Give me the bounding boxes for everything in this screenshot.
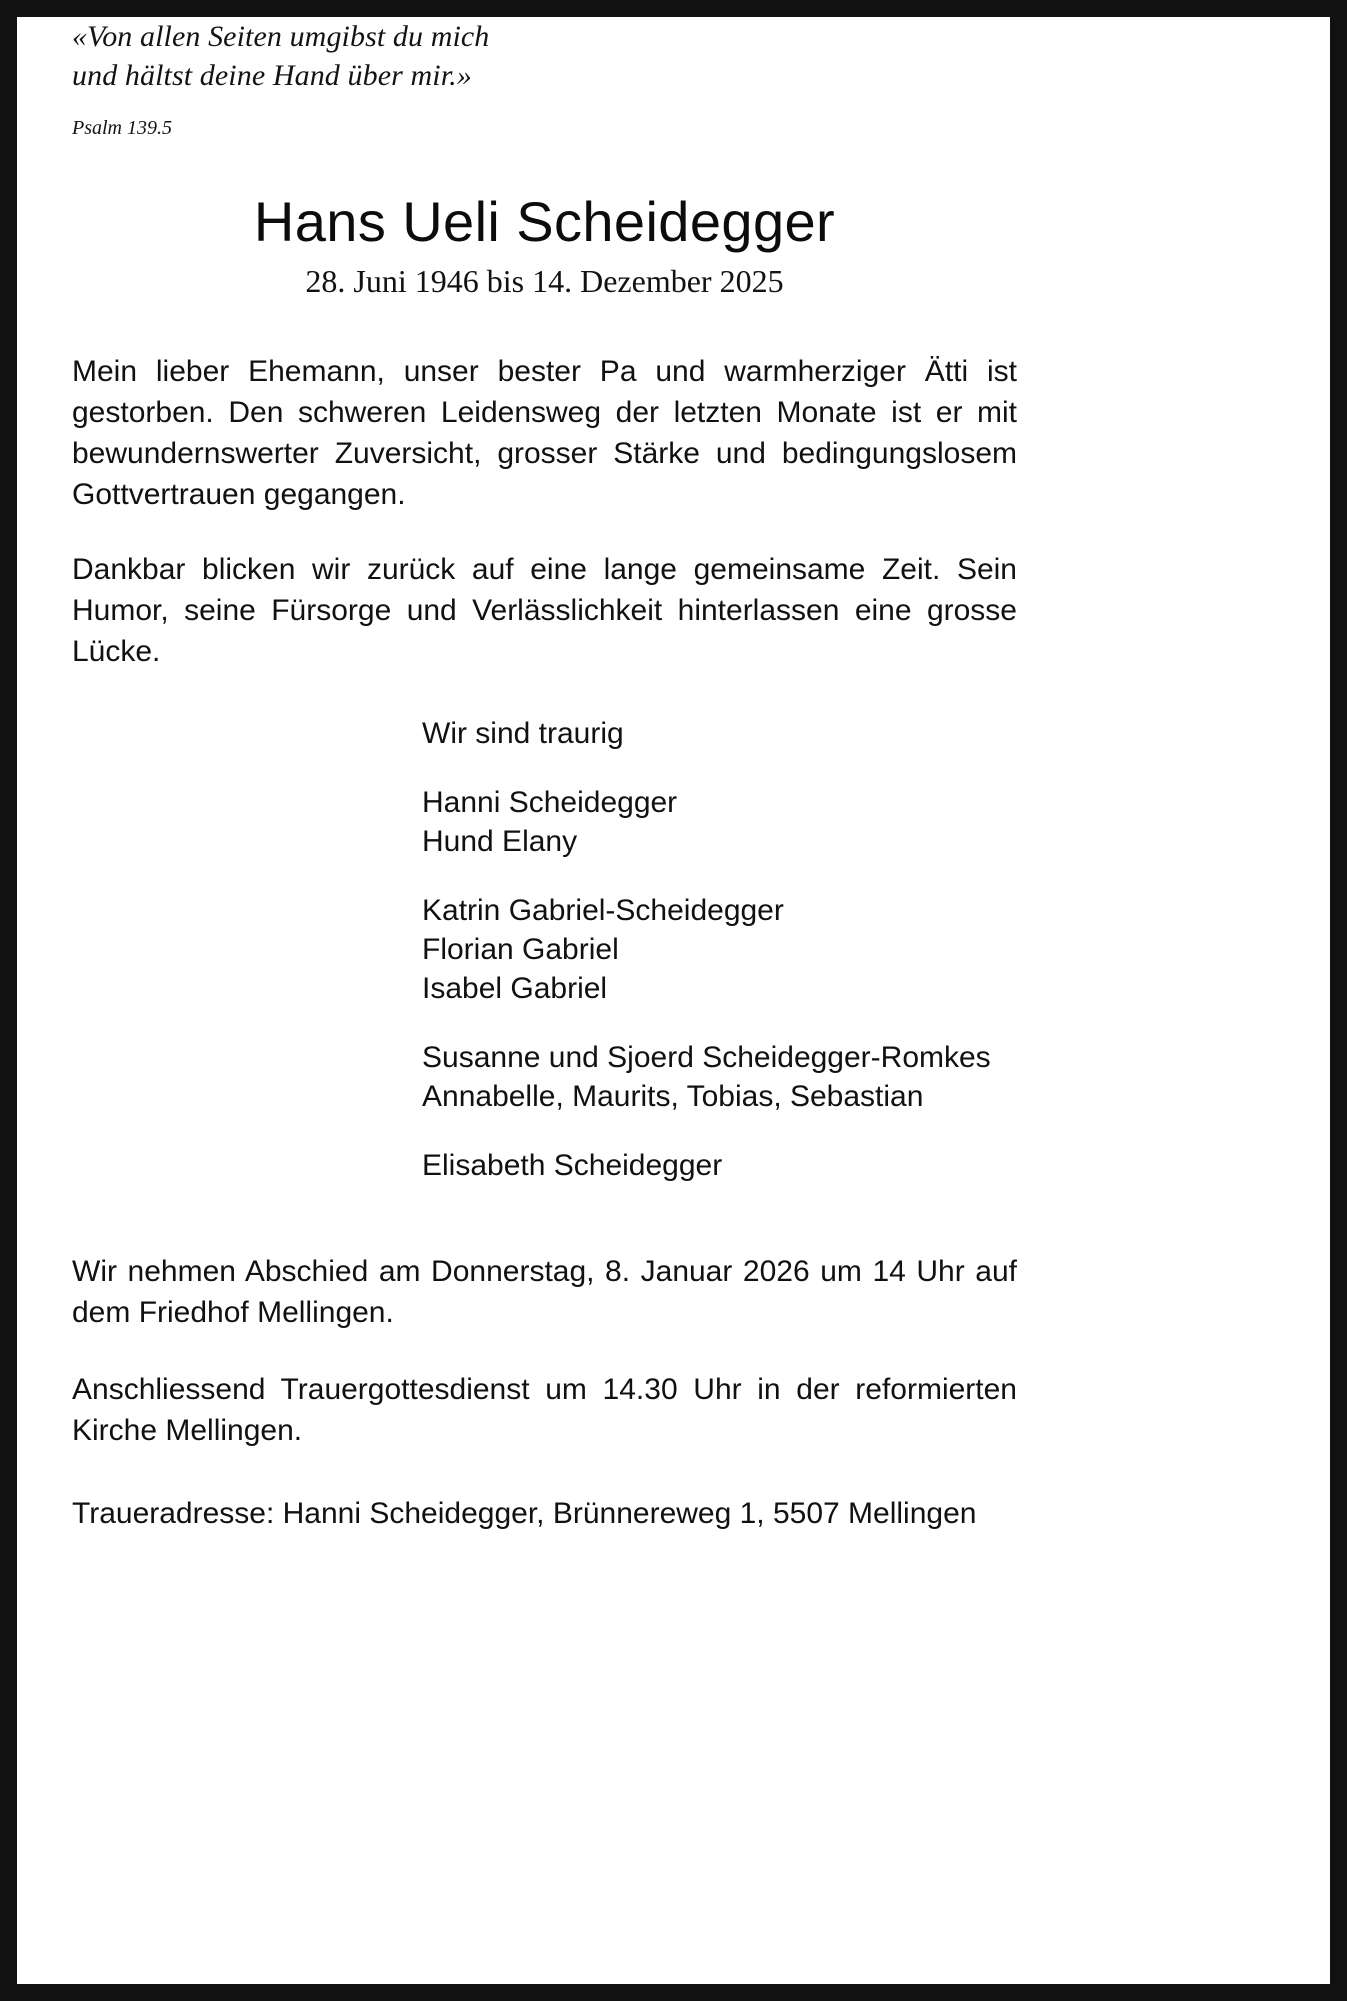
content-column (72, 17, 1017, 1984)
quote-line-1: «Von allen Seiten umgibst du mich (72, 20, 490, 53)
body-paragraph-2: Dankbar blicken wir zurück auf eine lange gemeinsame Zeit. Sein Humor, seine Fürsorge und Verlässlichkeit hinterlassen eine grosse Lücke. (72, 553, 1017, 668)
obituary-sheet (17, 17, 1330, 1984)
mourner-name: Hund Elany (422, 825, 578, 858)
quote-line-2: und hältst deine Hand über mir.» (72, 59, 472, 92)
mourner-name: Elisabeth Scheidegger (422, 1149, 723, 1182)
quotation-block (72, 17, 1017, 95)
mourners-intro: Wir sind traurig (422, 717, 624, 750)
mourner-name: Annabelle, Maurits, Tobias, Sebastian (422, 1080, 924, 1113)
deceased-dates: 28. Juni 1946 bis 14. Dezember 2025 (305, 263, 784, 299)
deceased-name: Hans Ueli Scheidegger (253, 190, 836, 253)
mourner-name: Katrin Gabriel-Scheidegger (422, 894, 784, 927)
quote-source: Psalm 139.5 (72, 117, 172, 139)
funeral-burial-info: Wir nehmen Abschied am Donnerstag, 8. Januar 2026 um 14 Uhr auf dem Friedhof Mellingen. (72, 1255, 1017, 1329)
mourner-name: Isabel Gabriel (422, 972, 608, 1005)
funeral-details-block (72, 1251, 1017, 1534)
mourners-intro-group (422, 714, 1017, 753)
mourner-name: Susanne und Sjoerd Scheidegger-Romkes (422, 1041, 991, 1074)
body-paragraph-1: Mein lieber Ehemann, unser bester Pa und warmherziger Ätti ist gestorben. Den schweren Leidensweg der letzten Monate ist er mit bewundernswerter Zuversicht, grosser Stärke und bedingungslosem Gottvertrauen gegangen. (72, 355, 1017, 511)
mourner-name: Florian Gabriel (422, 933, 619, 966)
mourner-group (422, 1038, 1017, 1116)
funeral-service-info: Anschliessend Trauergottesdienst um 14.30 Uhr in der reformierten Kirche Mellingen. (72, 1373, 1017, 1447)
condolence-address: Traueradresse: Hanni Scheidegger, Brünnereweg 1, 5507 Mellingen (72, 1497, 977, 1530)
mourner-group (422, 1146, 1017, 1185)
mourner-name: Hanni Scheidegger (422, 786, 678, 819)
mourner-group (422, 891, 1017, 1008)
mourners-block (72, 714, 1017, 1185)
mourner-group (422, 783, 1017, 861)
